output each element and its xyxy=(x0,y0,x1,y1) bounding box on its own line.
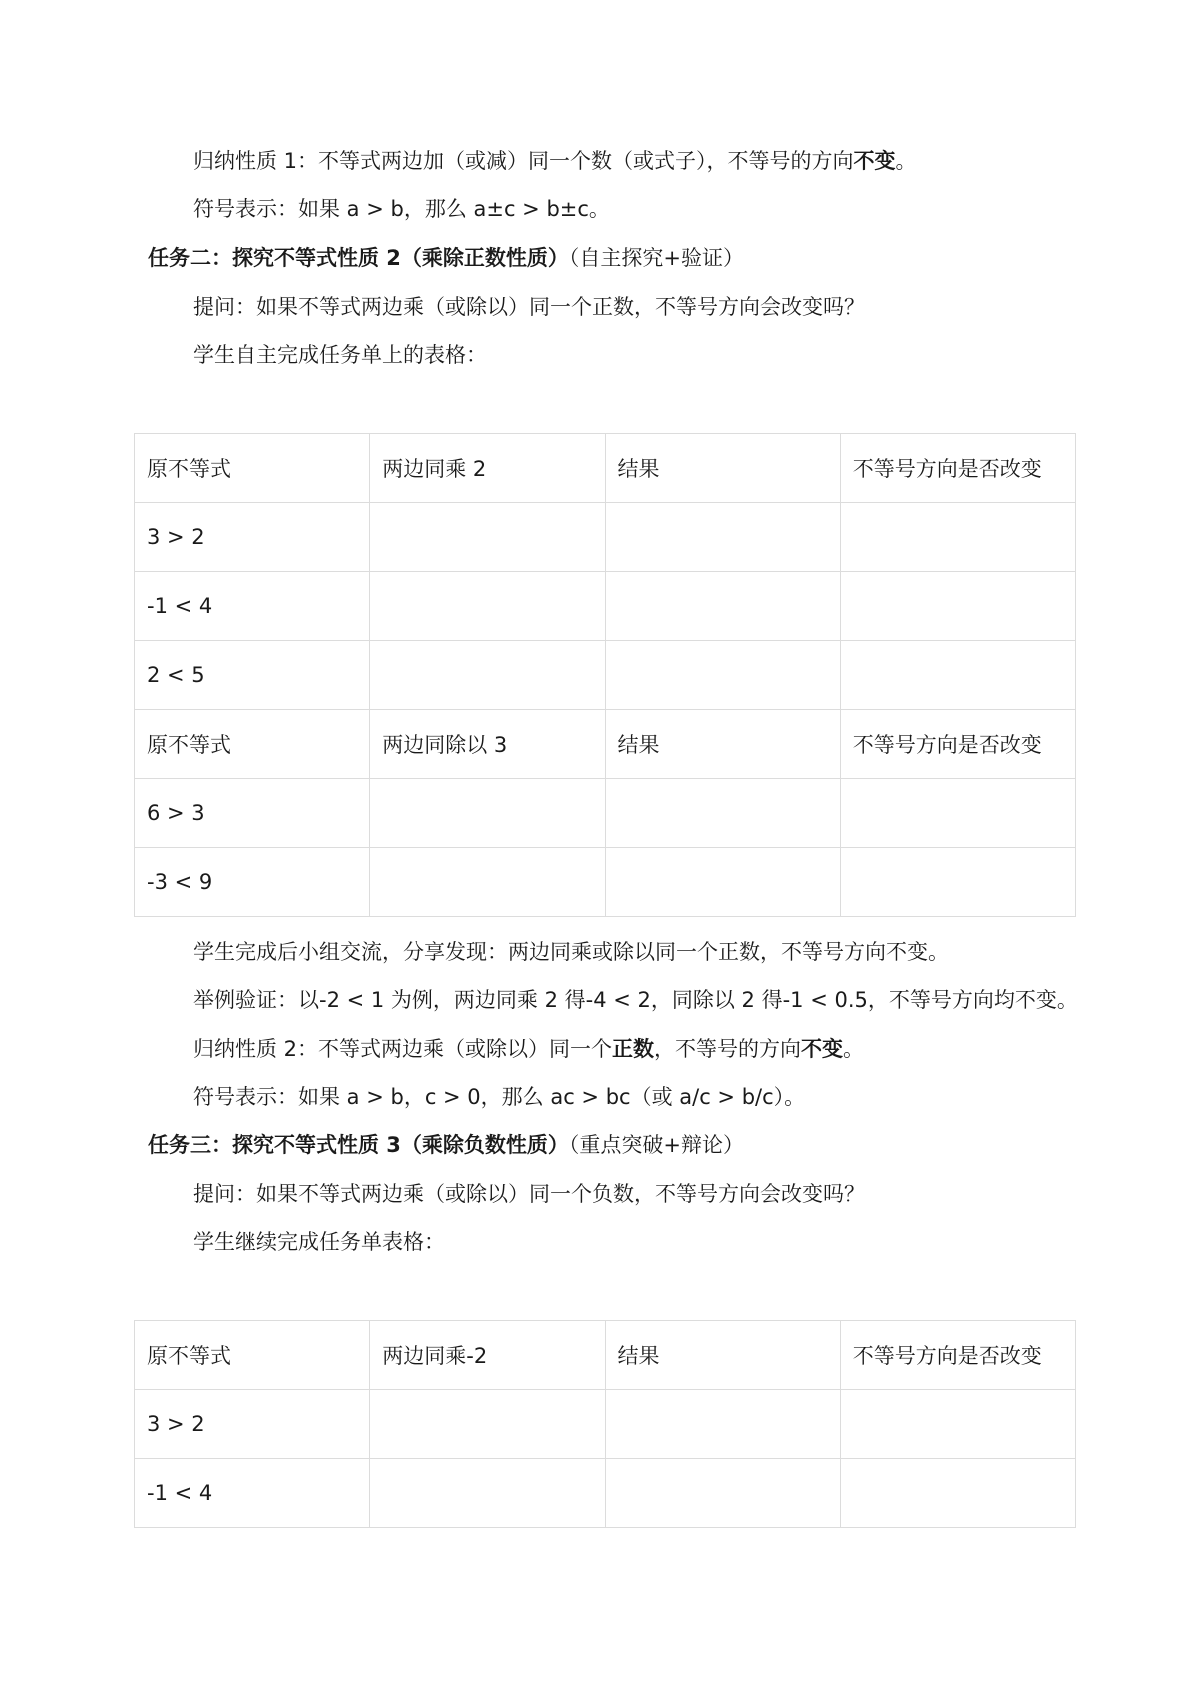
header-cell: 结果 xyxy=(605,1321,840,1390)
inequality-cell: 3 > 2 xyxy=(135,1390,370,1459)
empty-cell xyxy=(840,1390,1075,1459)
header-cell: 两边同除以 3 xyxy=(370,710,605,779)
task-3-instruction: 学生继续完成任务单表格： xyxy=(193,1230,445,1254)
empty-cell xyxy=(840,1459,1075,1528)
header-cell: 原不等式 xyxy=(135,1321,370,1390)
empty-cell xyxy=(605,1459,840,1528)
example-verification: 举例验证：以-2 < 1 为例，两边同乘 2 得-4 < 2，同除以 2 得-1 < 0.5，不等号方向均不变。 xyxy=(193,988,1078,1012)
header-cell: 不等号方向是否改变 xyxy=(840,434,1075,503)
property-1-symbol: 符号表示：如果 a > b，那么 a±c > b±c。 xyxy=(193,197,610,221)
header-cell: 原不等式 xyxy=(135,710,370,779)
header-cell: 结果 xyxy=(605,434,840,503)
header-cell: 两边同乘 2 xyxy=(370,434,605,503)
multiply-negative-table xyxy=(134,1320,1076,1528)
table-row xyxy=(135,641,1076,710)
empty-cell xyxy=(370,1459,605,1528)
empty-cell xyxy=(840,572,1075,641)
inequality-cell: -1 < 4 xyxy=(135,1459,370,1528)
inequality-cell: 3 > 2 xyxy=(135,503,370,572)
inequality-cell: -1 < 4 xyxy=(135,572,370,641)
empty-cell xyxy=(605,779,840,848)
header-cell: 不等号方向是否改变 xyxy=(840,1321,1075,1390)
table-row xyxy=(135,1459,1076,1528)
table-row xyxy=(135,848,1076,917)
header-cell: 不等号方向是否改变 xyxy=(840,710,1075,779)
empty-cell xyxy=(605,641,840,710)
empty-cell xyxy=(370,1390,605,1459)
empty-cell xyxy=(370,848,605,917)
table-row xyxy=(135,779,1076,848)
multiply-divide-positive-table xyxy=(134,433,1076,917)
table-header-row xyxy=(135,434,1076,503)
property-2-symbol: 符号表示：如果 a > b，c > 0，那么 ac > bc（或 a/c > b/c）。 xyxy=(193,1085,806,1109)
empty-cell xyxy=(840,779,1075,848)
empty-cell xyxy=(370,572,605,641)
task-3-question: 提问：如果不等式两边乘（或除以）同一个负数，不等号方向会改变吗？ xyxy=(193,1182,865,1206)
inequality-cell: -3 < 9 xyxy=(135,848,370,917)
empty-cell xyxy=(840,641,1075,710)
empty-cell xyxy=(370,503,605,572)
group-share-text: 学生完成后小组交流，分享发现：两边同乘或除以同一个正数，不等号方向不变。 xyxy=(193,940,949,964)
empty-cell xyxy=(605,848,840,917)
empty-cell xyxy=(605,503,840,572)
table-header-row xyxy=(135,1321,1076,1390)
table-row xyxy=(135,503,1076,572)
inequality-cell: 6 > 3 xyxy=(135,779,370,848)
empty-cell xyxy=(840,503,1075,572)
header-cell: 原不等式 xyxy=(135,434,370,503)
task-2-heading: 任务二：探究不等式性质 2（乘除正数性质）（自主探究+验证） xyxy=(148,246,745,270)
empty-cell xyxy=(605,1390,840,1459)
task-3-heading: 任务三：探究不等式性质 3（乘除负数性质）（重点突破+辩论） xyxy=(148,1133,745,1157)
empty-cell xyxy=(370,641,605,710)
task-2-question: 提问：如果不等式两边乘（或除以）同一个正数，不等号方向会改变吗？ xyxy=(193,295,865,319)
property-1-statement: 归纳性质 1：不等式两边加（或减）同一个数（或式子），不等号的方向不变。 xyxy=(193,149,917,173)
property-2-statement: 归纳性质 2：不等式两边乘（或除以）同一个正数，不等号的方向不变。 xyxy=(193,1037,865,1061)
empty-cell xyxy=(605,572,840,641)
task-2-instruction: 学生自主完成任务单上的表格： xyxy=(193,343,487,367)
header-cell: 结果 xyxy=(605,710,840,779)
table-header-row xyxy=(135,710,1076,779)
empty-cell xyxy=(840,848,1075,917)
empty-cell xyxy=(370,779,605,848)
table-row xyxy=(135,1390,1076,1459)
inequality-cell: 2 < 5 xyxy=(135,641,370,710)
table-row xyxy=(135,572,1076,641)
header-cell: 两边同乘-2 xyxy=(370,1321,605,1390)
